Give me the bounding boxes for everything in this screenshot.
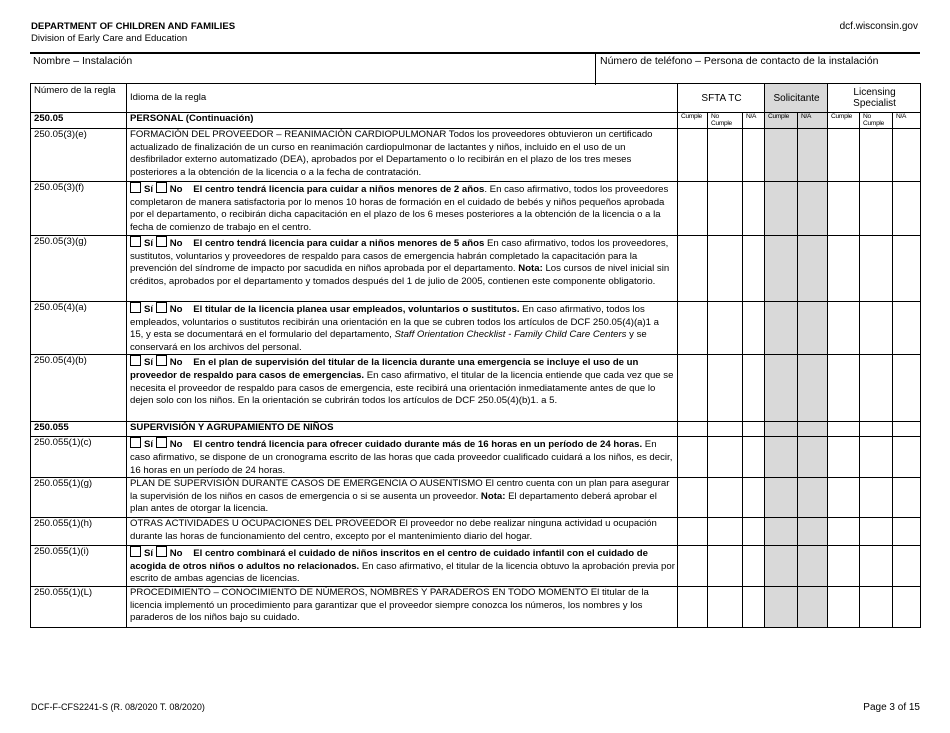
applicant-na-cell[interactable] (798, 355, 828, 422)
rule-number: 250.05(4)(a) (31, 302, 127, 355)
specialist-not-complies-cell[interactable] (860, 587, 893, 628)
specialist-not-complies-cell[interactable] (860, 437, 893, 478)
applicant-complies-cell[interactable] (765, 182, 798, 236)
rule-number: 250.05(4)(b) (31, 355, 127, 422)
yes-label: Sí (144, 184, 154, 195)
sfta-na-cell[interactable] (743, 129, 765, 182)
sfta-not-complies-cell[interactable] (708, 302, 743, 355)
sfta-not-complies-cell[interactable] (708, 355, 743, 422)
section-title: SUPERVISIÓN Y AGRUPAMIENTO DE NIÑOS (127, 422, 678, 437)
rule-detail: PLAN DE SUPERVISIÓN DURANTE CASOS DE EMERGENCIA O AUSENTISMO El centro cuenta con un plan para asegurar la supervisión de los niños en casos de emergencia o si se ausenta un proveedor. (130, 478, 670, 502)
facility-name-field[interactable] (30, 54, 596, 85)
table-row (31, 182, 921, 236)
yes-checkbox[interactable] (130, 182, 141, 193)
sfta-complies-cell[interactable] (678, 518, 708, 546)
yes-label: Sí (144, 548, 154, 560)
rule-number: 250.055(1)(g) (31, 478, 127, 518)
no-checkbox[interactable] (156, 182, 167, 193)
no-checkbox[interactable] (156, 302, 167, 313)
specialist-complies-header: Cumple (828, 113, 860, 129)
sfta-not-complies-header: No Cumple (708, 113, 743, 129)
specialist-not-complies-cell[interactable] (860, 355, 893, 422)
rule-condition: En el plan de supervisión del titular de la licencia durante una emergencia se incluye el uso de un proveedor de respaldo para casos de emergencias. (130, 357, 639, 381)
specialist-na-cell[interactable] (893, 546, 921, 587)
rule-note: El departamento deberá aprobar el plan antes de otorgar la licencia. (130, 490, 657, 515)
sfta-na-cell[interactable] (743, 546, 765, 587)
section-title: PERSONAL (Continuación) (127, 113, 678, 129)
no-checkbox[interactable] (156, 546, 167, 557)
applicant-complies-cell[interactable] (765, 546, 798, 587)
rule-note: Los cursos de nivel inicial sin créditos, aprobados por el departamento y tomados después del 1 de julio de 2005, contienen este componente obligatorio. (130, 263, 670, 287)
specialist-not-complies-cell[interactable] (860, 518, 893, 546)
specialist-complies-cell[interactable] (828, 182, 860, 236)
specialist-na-header: N/A (893, 113, 921, 129)
table-row (31, 437, 921, 478)
applicant-complies-cell[interactable] (765, 437, 798, 478)
applicant-na-cell[interactable] (798, 129, 828, 182)
applicant-header: Solicitante (765, 84, 828, 113)
applicant-na-cell[interactable] (798, 546, 828, 587)
rule-condition: El titular de la licencia planea usar empleados, voluntarios o sustitutos. (193, 304, 520, 315)
note-label: Nota: (480, 490, 506, 502)
specialist-complies-cell[interactable] (828, 302, 860, 355)
specialist-not-complies-cell[interactable] (860, 129, 893, 182)
sfta-complies-cell[interactable] (678, 437, 708, 478)
rule-text (127, 355, 678, 422)
sfta-not-complies-cell[interactable] (708, 546, 743, 587)
section-number: 250.055 (31, 422, 127, 437)
division-name: Division of Early Care and Education (31, 33, 188, 44)
no-label: No (169, 439, 183, 451)
specialist-na-cell[interactable] (893, 129, 921, 182)
sfta-na-cell[interactable] (743, 518, 765, 546)
contact-phone-label: Número de teléfono – Persona de contacto de la instalación (600, 55, 879, 67)
no-checkbox[interactable] (156, 355, 167, 366)
sfta-not-complies-cell[interactable] (708, 236, 743, 302)
table-row (31, 129, 921, 182)
yes-label: Sí (144, 304, 154, 315)
applicant-complies-cell[interactable] (765, 302, 798, 355)
specialist-na-cell[interactable] (893, 355, 921, 422)
sfta-header: SFTA TC (678, 84, 765, 113)
applicant-complies-cell[interactable] (765, 129, 798, 182)
rule-text (127, 302, 678, 355)
form-id: DCF-F-CFS2241-S (R. 08/2020 T. 08/2020) (31, 702, 205, 712)
sfta-complies-cell[interactable] (678, 236, 708, 302)
yes-label: Sí (144, 238, 154, 249)
rule-text (127, 437, 678, 478)
rule-text: FORMACIÓN DEL PROVEEDOR – REANIMACIÓN CARDIOPULMONAR Todos los proveedores obtuvieron un certificado actualizado de finalización de un curso en reanimación cardiopulmonar de lactantes y niños, incluido en el uso de un desfibrilador externo automatizado (DEA), aprobados por el Departamento o lo recibirán en el plazo de los tres meses posteriores a la obtención de la licencia o a la fecha de contratación. (127, 129, 678, 182)
sfta-complies-cell[interactable] (678, 355, 708, 422)
sfta-na-cell[interactable] (743, 587, 765, 628)
sfta-na-cell[interactable] (743, 437, 765, 478)
rule-condition: El centro combinará el cuidado de niños inscritos en el centro de cuidado infantil con el cuidado de acogida de otros niños o adultos no relacionados. (130, 548, 648, 572)
table-row (31, 302, 921, 355)
yes-checkbox[interactable] (130, 236, 141, 247)
no-label: No (169, 304, 183, 315)
rule-text: OTRAS ACTIVIDADES U OCUPACIONES DEL PROVEEDOR El proveedor no debe realizar ninguna actividad u ocupación durante las horas de funcionamiento del centro, excepto por el mantenimiento diario del hogar. (127, 518, 678, 546)
yes-label: Sí (144, 439, 154, 451)
sfta-na-cell[interactable] (743, 182, 765, 236)
sfta-na-cell[interactable] (743, 355, 765, 422)
rule-number: 250.055(1)(h) (31, 518, 127, 546)
yes-checkbox[interactable] (130, 302, 141, 313)
specialist-complies-cell[interactable] (828, 478, 860, 518)
page-number: Page 3 of 15 (863, 702, 920, 713)
rule-detail: . En caso afirmativo, todos los proveedores completaron de manera satisfactoria por lo menos 10 horas de formación en el cuidado de bebés y niños pequeños aprobada por el departamento, o recibirán dicha capacitación en el plazo de los 6 meses posteriores a la obtención de la licencia o a la fecha de comienzo de trabajo en el centro. (130, 184, 669, 233)
table-row (31, 546, 921, 587)
section-row (31, 422, 921, 437)
rule-detail: En caso afirmativo, todos los empleados, voluntarios o sustitutos recibirán una orientación en la que se cubren todos los artículos de DCF 250.05(4)(a)1 a 15, y esta se documentará en el formulario del departamento, (130, 304, 660, 341)
rule-detail-end: y se conservará en los archivos del personal. (130, 329, 647, 353)
applicant-na-cell[interactable] (798, 182, 828, 236)
rule-text (127, 478, 678, 518)
rule-text (127, 236, 678, 302)
sfta-complies-header: Cumple (678, 113, 708, 129)
sfta-complies-cell[interactable] (678, 546, 708, 587)
rule-number: 250.05(3)(e) (31, 129, 127, 182)
yes-checkbox[interactable] (130, 546, 141, 557)
specialist-not-complies-cell[interactable] (860, 478, 893, 518)
department-name: DEPARTMENT OF CHILDREN AND FAMILIES (31, 21, 236, 32)
specialist-na-cell[interactable] (893, 478, 921, 518)
applicant-na-cell[interactable] (798, 587, 828, 628)
specialist-not-complies-cell[interactable] (860, 302, 893, 355)
rules-table (30, 83, 921, 628)
rule-number-header: Número de la regla (31, 84, 127, 113)
applicant-complies-cell[interactable] (765, 518, 798, 546)
applicant-na-cell[interactable] (798, 478, 828, 518)
rule-number: 250.055(1)(c) (31, 437, 127, 478)
rule-detail: En caso afirmativo, el titular de la licencia obtuvo la aprobación previa por escrito de ambas agencias de licencias. (130, 560, 675, 585)
specialist-complies-cell[interactable] (828, 236, 860, 302)
table-row (31, 587, 921, 628)
sfta-complies-cell[interactable] (678, 478, 708, 518)
specialist-na-cell[interactable] (893, 518, 921, 546)
sfta-na-cell[interactable] (743, 302, 765, 355)
rule-detail: En caso afirmativo, todos los proveedores, sustitutos, voluntarios y proveedores de respaldo para casos de emergencia habrán completado la capacitación para la prevención del síndrome de impacto por sacudida en niños aprobada por el departamento. (130, 238, 669, 275)
sfta-na-header: N/A (743, 113, 765, 129)
no-label: No (169, 238, 183, 249)
applicant-complies-header: Cumple (765, 113, 798, 129)
specialist-na-cell[interactable] (893, 302, 921, 355)
table-row (31, 518, 921, 546)
applicant-complies-cell[interactable] (765, 587, 798, 628)
rule-detail: En caso afirmativo, se dispone de un cronograma escrito de las horas que cada proveedor cualificado cuidará a los niños, es decir, 16 horas en un período de 24 horas. (130, 439, 673, 476)
specialist-not-complies-header: No Cumple (860, 113, 893, 129)
specialist-complies-cell[interactable] (828, 518, 860, 546)
rule-condition: El centro tendrá licencia para cuidar a niños menores de 2 años (193, 184, 485, 195)
sfta-not-complies-cell[interactable] (708, 437, 743, 478)
table-row (31, 355, 921, 422)
rule-number: 250.055(1)(i) (31, 546, 127, 587)
applicant-na-cell[interactable] (798, 236, 828, 302)
specialist-not-complies-cell[interactable] (860, 236, 893, 302)
rule-number: 250.05(3)(g) (31, 236, 127, 302)
sfta-na-cell[interactable] (743, 236, 765, 302)
no-label: No (169, 548, 183, 560)
specialist-complies-cell[interactable] (828, 437, 860, 478)
table-row (31, 478, 921, 518)
facility-name-label: Nombre – Instalación (33, 55, 133, 67)
sfta-not-complies-cell[interactable] (708, 182, 743, 236)
rule-detail: En caso afirmativo, el titular de la licencia entiende que cada vez que se necesita el proveedor de respaldo para casos de emergencia, este recibirá una orientación inmediatamente antes de que lo dejen solo con los niños. En la orientación se cubrirán todos los artículos de DCF 250.05(4)(b)1. a 5. (130, 369, 674, 407)
rule-condition: El centro tendrá licencia para cuidar a niños menores de 5 años (193, 238, 485, 249)
yes-checkbox[interactable] (130, 437, 141, 448)
sfta-not-complies-cell[interactable] (708, 518, 743, 546)
table-row (31, 236, 921, 302)
section-row (31, 113, 921, 129)
sfta-not-complies-cell[interactable] (708, 129, 743, 182)
no-label: No (169, 357, 183, 369)
applicant-na-cell[interactable] (798, 302, 828, 355)
applicant-complies-cell[interactable] (765, 478, 798, 518)
specialist-header: Licensing Specialist (828, 84, 921, 113)
specialist-na-cell[interactable] (893, 437, 921, 478)
specialist-complies-cell[interactable] (828, 355, 860, 422)
specialist-complies-cell[interactable] (828, 587, 860, 628)
applicant-complies-cell[interactable] (765, 236, 798, 302)
sfta-complies-cell[interactable] (678, 302, 708, 355)
rule-number: 250.05(3)(f) (31, 182, 127, 236)
contact-row (30, 52, 920, 85)
specialist-na-cell[interactable] (893, 587, 921, 628)
applicant-na-cell[interactable] (798, 437, 828, 478)
sfta-complies-cell[interactable] (678, 587, 708, 628)
sfta-complies-cell[interactable] (678, 129, 708, 182)
sfta-not-complies-cell[interactable] (708, 478, 743, 518)
sfta-na-cell[interactable] (743, 478, 765, 518)
specialist-complies-cell[interactable] (828, 546, 860, 587)
specialist-not-complies-cell[interactable] (860, 546, 893, 587)
specialist-na-cell[interactable] (893, 236, 921, 302)
specialist-not-complies-cell[interactable] (860, 182, 893, 236)
rule-number: 250.055(1)(L) (31, 587, 127, 628)
sfta-not-complies-cell[interactable] (708, 587, 743, 628)
website-link[interactable]: dcf.wisconsin.gov (839, 21, 918, 32)
yes-label: Sí (144, 357, 154, 369)
rule-text: PROCEDIMIENTO – CONOCIMIENTO DE NÚMEROS, NOMBRES Y PARADEROS EN TODO MOMENTO El titular de la licencia implementó un procedimiento para garantizar que el proveedor siempre conozca los números, los nombres y los paraderos de los niños bajo su cuidado. (127, 587, 678, 628)
table-header-row (31, 84, 921, 113)
applicant-na-cell[interactable] (798, 518, 828, 546)
rule-condition: El centro tendrá licencia para ofrecer cuidado durante más de 16 horas en un período de 24 horas. (193, 439, 643, 451)
sfta-complies-cell[interactable] (678, 182, 708, 236)
rule-language-header: Idioma de la regla (127, 84, 678, 113)
rule-text (127, 182, 678, 236)
rule-text (127, 546, 678, 587)
no-label: No (169, 184, 183, 195)
yes-checkbox[interactable] (130, 355, 141, 366)
contact-phone-field[interactable] (596, 54, 920, 85)
note-label: Nota: (518, 263, 543, 275)
applicant-complies-cell[interactable] (765, 355, 798, 422)
specialist-na-cell[interactable] (893, 182, 921, 236)
no-checkbox[interactable] (156, 236, 167, 247)
agency-header (31, 21, 235, 45)
section-number: 250.05 (31, 113, 127, 129)
applicant-na-header: N/A (798, 113, 828, 129)
no-checkbox[interactable] (156, 437, 167, 448)
specialist-complies-cell[interactable] (828, 129, 860, 182)
form-title: Staff Orientation Checklist - Family Child Care Centers (394, 329, 627, 341)
